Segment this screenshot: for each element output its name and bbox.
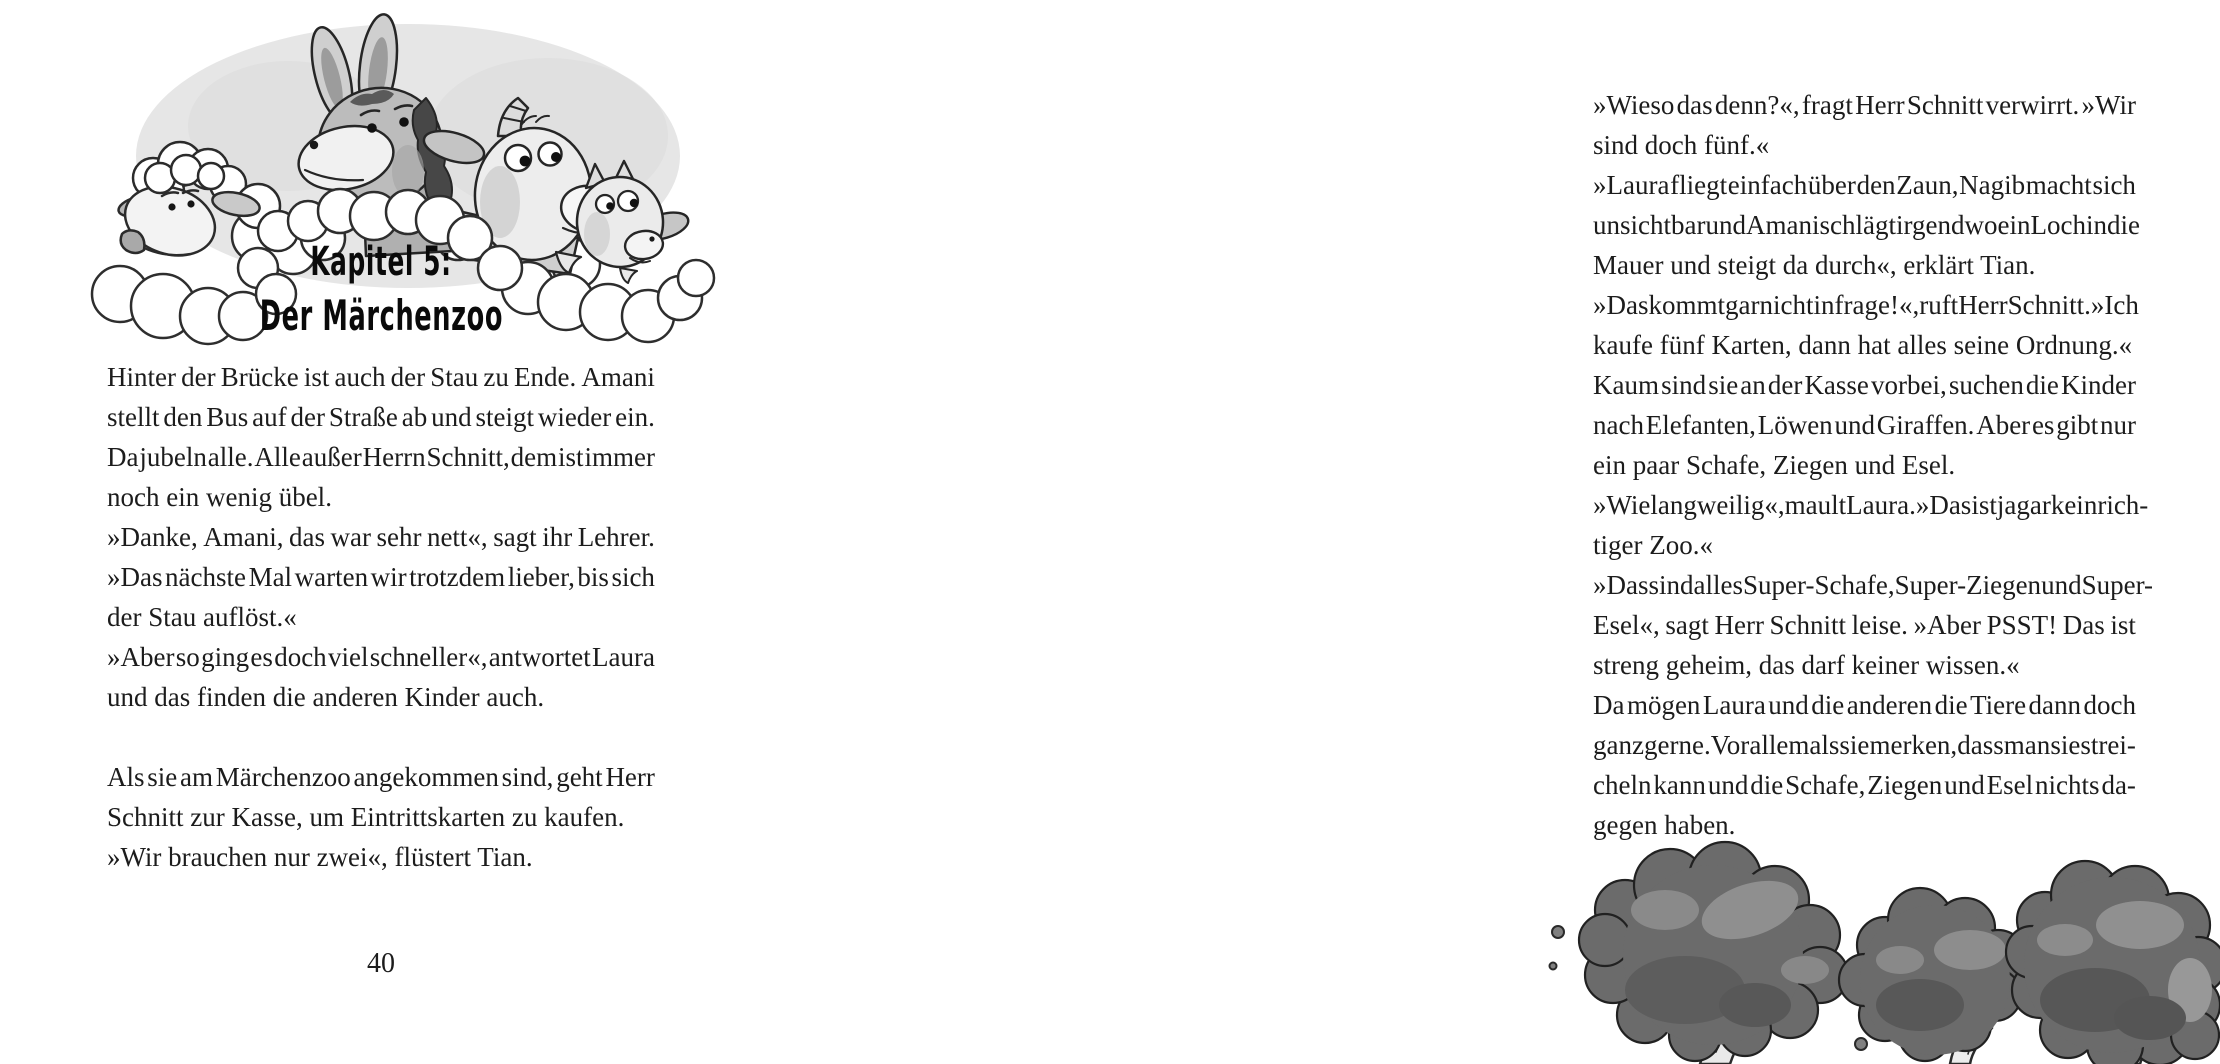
text-line: »Wir brauchen nur zwei«, flüstert Tian. (107, 842, 533, 872)
right-page-text (1593, 85, 2154, 845)
text-line: stellt den Bus auf der Straße ab und steigt wieder ein. (107, 402, 655, 432)
trees-illustration (1540, 840, 2220, 1064)
text-line (107, 717, 655, 757)
page-number: 40 (367, 948, 395, 979)
text-line: sind doch fünf.« (1593, 130, 1770, 160)
trees-svg (1540, 840, 2220, 1064)
chapter-title (107, 236, 655, 345)
text-line: Als sie am Märchenzoo angekommen sind, geht Herr (107, 762, 655, 792)
left-page-text (107, 357, 655, 877)
text-line: Mauer und steigt da durch«, erklärt Tian. (1593, 250, 2036, 280)
text-line: kaufe fünf Karten, dann hat alles seine Ordnung.« (1593, 330, 2133, 360)
tree-3 (2006, 861, 2220, 1064)
text-line: »Laura fliegt einfach über den Zaun, Nagib macht sich (1593, 170, 2136, 200)
text-line: »Aber so ging es doch viel schneller«, antwortet Laura (107, 642, 655, 672)
text-line: »Das sind alles Super-Schafe, Super-Ziegen und Super- (1593, 570, 2154, 600)
text-line: »Danke, Amani, das war sehr nett«, sagt ihr Lehrer. (107, 522, 655, 552)
text-line: ein paar Schafe, Ziegen und Esel. (1593, 450, 1956, 480)
text-line: Hinter der Brücke ist auch der Stau zu Ende. Amani (107, 362, 655, 392)
text-line: cheln kann und die Schafe, Ziegen und Esel nichts da- (1593, 770, 2136, 800)
text-line: unsichtbar und Amani schlägt irgendwo ein Loch in die (1593, 210, 2140, 240)
text-line: »Das nächste Mal warten wir trotzdem lieber, bis sich (107, 562, 655, 592)
text-line: ganz gerne. Vor allem als sie merken, dass man sie strei- (1593, 730, 2136, 760)
left-page (0, 0, 750, 1064)
chapter-title-line1: Kapitel 5: (310, 239, 452, 285)
text-line: nach Elefanten, Löwen und Giraffen. Aber es gibt nur (1593, 410, 2136, 440)
text-line: »Das kommt gar nicht infrage!«, ruft Herr Schnitt. »Ich (1593, 290, 2139, 320)
text-line: noch ein wenig übel. (107, 482, 332, 512)
text-line: »Wieso das denn?«, fragt Herr Schnitt verwirrt. »Wir (1593, 90, 2136, 120)
right-page (750, 0, 2154, 1064)
text-line: streng geheim, das darf keiner wissen.« (1593, 650, 2020, 680)
text-line: Schnitt zur Kasse, um Eintrittskarten zu kaufen. (107, 802, 625, 832)
text-line: und das finden die anderen Kinder auch. (107, 682, 545, 712)
text-line: gegen haben. (1593, 810, 1736, 840)
chapter-title-line2: Der Märchenzoo (259, 291, 503, 340)
text-line: der Stau auflöst.« (107, 602, 297, 632)
text-line: Da jubeln alle. Alle außer Herrn Schnitt, dem ist immer (107, 442, 655, 472)
tree-1 (1579, 842, 1848, 1064)
text-line: Esel«, sagt Herr Schnitt leise. »Aber PSST! Das ist (1593, 610, 2136, 640)
text-line: »Wie langweilig«, mault Laura. »Das ist ja gar kein rich- (1593, 490, 2149, 520)
text-line: Da mögen Laura und die anderen die Tiere dann doch (1593, 690, 2136, 720)
text-line: tiger Zoo.« (1593, 530, 1713, 560)
tree-2 (1839, 888, 2026, 1064)
text-line: Kaum sind sie an der Kasse vorbei, suchen die Kinder (1593, 370, 2136, 400)
